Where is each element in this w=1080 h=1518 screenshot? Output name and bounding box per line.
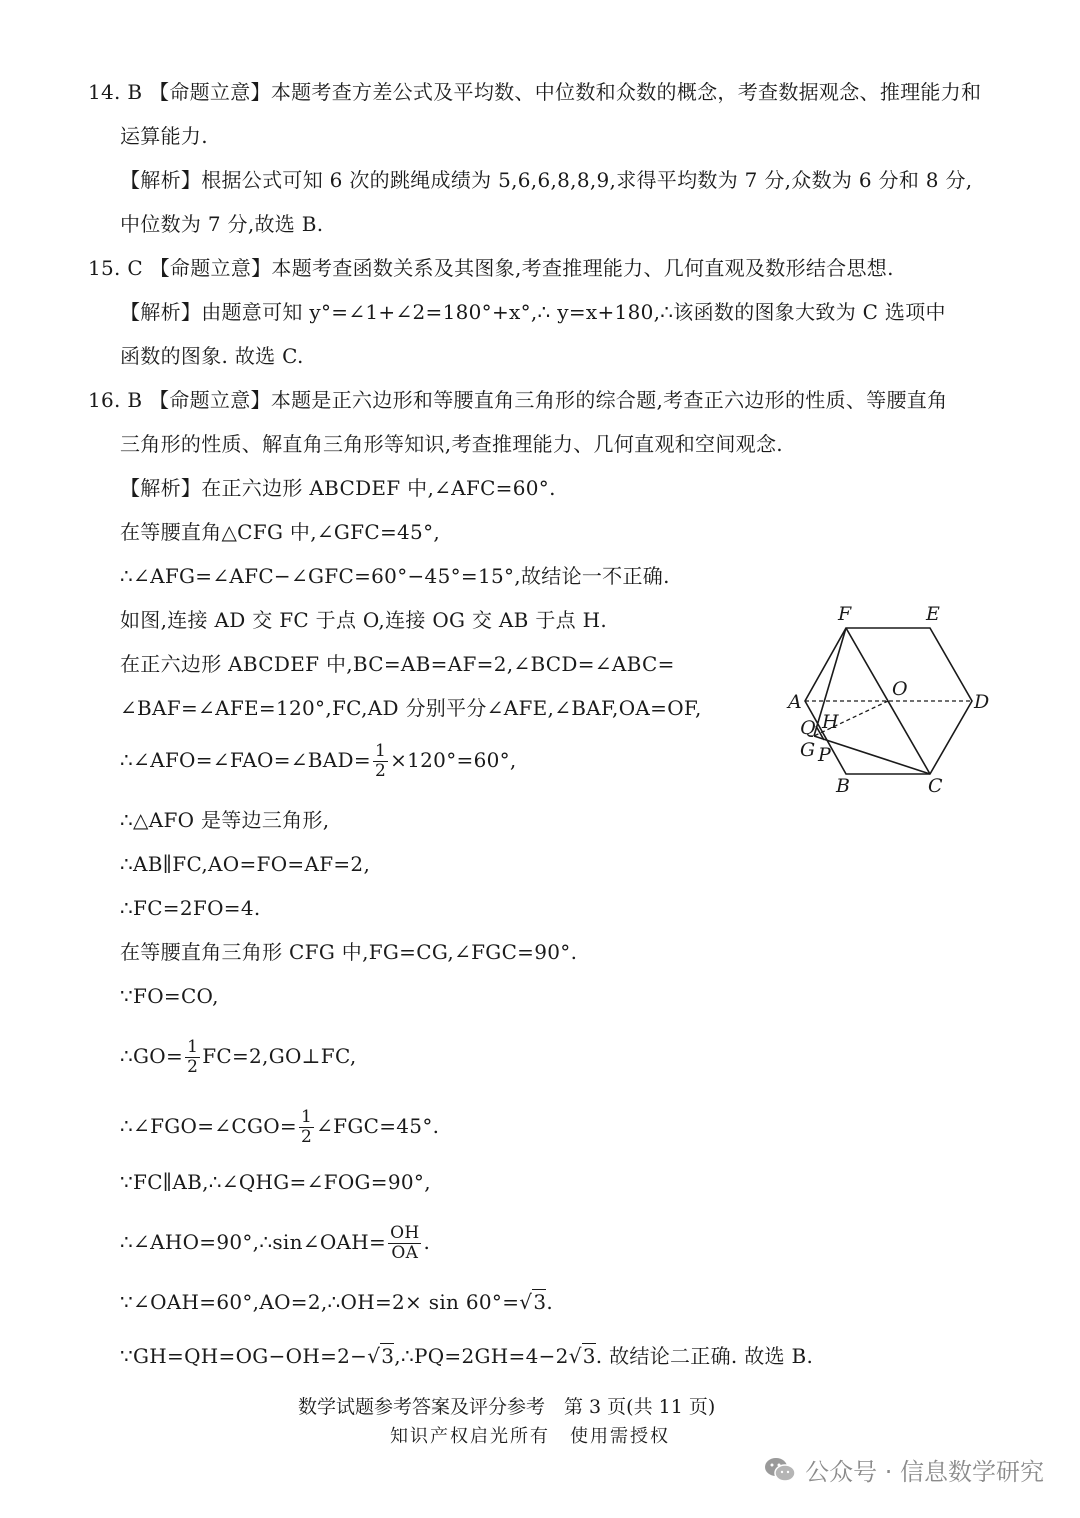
label-q: Q — [800, 717, 816, 739]
q16-step-13-pre: ∴∠FGO=∠CGO= — [120, 1114, 297, 1138]
q16-step-12-post: FC=2,GO⊥FC, — [202, 1044, 357, 1068]
sqrt-sign: √ — [367, 1344, 381, 1368]
q16-step-6-post: ×120°=60°, — [390, 748, 517, 772]
q15-analysis-cont: 函数的图象. 故选 C. — [120, 344, 304, 368]
q15-intent-line: 15. C 【命题立意】本题考查函数关系及其图象,考查推理能力、几何直观及数形结合思想. — [88, 256, 894, 280]
numerator: 1 — [374, 741, 387, 761]
q15-analysis-line: 【解析】由题意可知 y°=∠1+∠2=180°+x°,∴ y=x+180,∴该函数的图象大致为 C 选项中 — [120, 300, 946, 324]
q16-step-17 — [120, 1342, 813, 1370]
q16-step-7: ∴△AFO 是等边三角形, — [120, 808, 330, 832]
label-a: A — [788, 691, 802, 713]
q16-step-17-post: . 故结论二正确. 故选 B. — [595, 1344, 814, 1368]
fraction-half — [373, 742, 388, 781]
hexagon-figure — [780, 598, 1010, 798]
numerator: 1 — [187, 1037, 199, 1057]
q16-step-13 — [120, 1108, 439, 1147]
label-g: G — [800, 739, 816, 761]
denominator: 2 — [300, 1127, 313, 1147]
q14-analysis-line: 【解析】根据公式可知 6 次的跳绳成绩为 5,6,6,8,8,9,求得平均数为 7 分,众数为 6 分和 8 分, — [120, 168, 973, 192]
q16-step-10: 在等腰直角三角形 CFG 中,FG=CG,∠FGC=90°. — [120, 940, 578, 964]
q16-step-11: ∵FO=CO, — [120, 984, 219, 1008]
sqrt-sign: √ — [568, 1344, 582, 1368]
q16-intent-cont: 三角形的性质、解直角三角形等知识,考查推理能力、几何直观和空间观念. — [120, 432, 783, 456]
label-b: B — [836, 775, 850, 797]
label-d: D — [974, 691, 990, 713]
wechat-icon — [763, 1455, 797, 1485]
segment-gc — [814, 736, 930, 774]
q16-step-5: ∠BAF=∠AFE=120°,FC,AD 分别平分∠AFE,∠BAF,OA=OF, — [120, 696, 702, 720]
label-f: F — [838, 603, 852, 625]
fraction-half — [185, 1038, 200, 1077]
denominator: 2 — [187, 1057, 199, 1077]
q16-step-14: ∵FC∥AB,∴∠QHG=∠FOG=90°, — [120, 1170, 431, 1194]
sqrt-radicand: 3 — [582, 1344, 596, 1368]
fraction-half — [299, 1108, 314, 1147]
fraction-oh-oa — [388, 1224, 421, 1263]
q16-step-4: 在正六边形 ABCDEF 中,BC=AB=AF=2,∠BCD=∠ABC= — [120, 652, 675, 676]
q14-analysis-cont: 中位数为 7 分,故选 B. — [120, 212, 324, 236]
q16-analysis-line: 【解析】在正六边形 ABCDEF 中,∠AFC=60°. — [120, 476, 556, 500]
q16-step-15-pre: ∴∠AHO=90°,∴sin∠OAH= — [120, 1230, 387, 1254]
q16-step-12-pre: ∴GO= — [120, 1044, 184, 1068]
numerator: 1 — [300, 1107, 313, 1127]
watermark — [763, 1452, 1044, 1487]
q16-step-6 — [120, 742, 517, 781]
label-h: H — [822, 711, 839, 733]
sqrt-sign: √ — [519, 1290, 533, 1314]
q16-step-16-pre: ∵∠OAH=60°,AO=2,∴OH=2× sin 60°= — [120, 1290, 520, 1314]
q16-step-1: 在等腰直角△CFG 中,∠GFC=45°, — [120, 520, 441, 544]
q16-step-3: 如图,连接 AD 交 FC 于点 O,连接 OG 交 AB 于点 H. — [120, 608, 607, 632]
label-c: C — [928, 775, 943, 797]
q16-step-8: ∴AB∥FC,AO=FO=AF=2, — [120, 852, 371, 876]
sqrt-radicand: 3 — [381, 1344, 395, 1368]
numerator: OH — [390, 1223, 420, 1243]
denominator: OA — [391, 1243, 419, 1263]
q16-step-13-post: ∠FGC=45°. — [316, 1114, 440, 1138]
q14-intent-cont: 运算能力. — [120, 124, 208, 148]
label-e: E — [926, 603, 940, 625]
denominator: 2 — [374, 761, 387, 781]
q16-step-12 — [120, 1038, 357, 1077]
page-footer-rights: 知识产权启光所有 使用需授权 — [390, 1426, 670, 1447]
q16-step-15-post: . — [423, 1230, 431, 1254]
q16-step-17-mid: ,∴PQ=2GH=4−2 — [394, 1344, 569, 1368]
q16-step-16 — [120, 1288, 553, 1316]
q16-step-17-pre: ∵GH=QH=OG−OH=2− — [120, 1344, 368, 1368]
label-p: P — [818, 744, 831, 766]
label-o: O — [892, 678, 908, 700]
q16-step-16-post: . — [546, 1290, 554, 1314]
page-footer-title: 数学试题参考答案及评分参考 第 3 页(共 11 页) — [298, 1396, 716, 1418]
q16-step-9: ∴FC=2FO=4. — [120, 896, 261, 920]
q16-step-6-pre: ∴∠AFO=∠FAO=∠BAD= — [120, 748, 371, 772]
q16-intent-line: 16. B 【命题立意】本题是正六边形和等腰直角三角形的综合题,考查正六边形的性质、等腰直角 — [88, 388, 948, 412]
q16-step-2: ∴∠AFG=∠AFC−∠GFC=60°−45°=15°,故结论一不正确. — [120, 564, 670, 588]
q14-intent-line: 14. B 【命题立意】本题考查方差公式及平均数、中位数和众数的概念，考查数据观念、推理能力和 — [88, 80, 982, 104]
sqrt-radicand: 3 — [533, 1290, 547, 1314]
q16-step-15 — [120, 1224, 430, 1263]
watermark-text: 公众号 · 信息数学研究 — [805, 1458, 1044, 1486]
